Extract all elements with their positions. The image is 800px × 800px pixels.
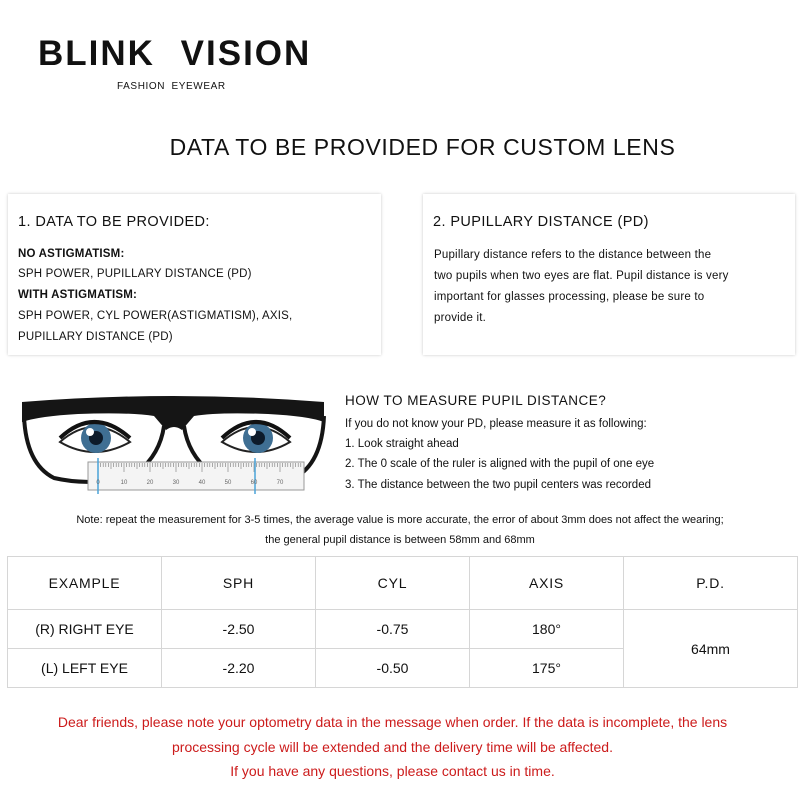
- axis-cell: 180°: [470, 610, 624, 649]
- brand-tagline: FASHION EYEWEAR: [117, 81, 226, 92]
- with-astigmatism-text-1: SPH POWER, CYL POWER(ASTIGMATISM), AXIS,: [18, 310, 293, 322]
- row-label: (R) RIGHT EYE: [8, 610, 162, 649]
- pd-description-line: two pupils when two eyes are flat. Pupil distance is very: [434, 270, 729, 282]
- pd-description-line: provide it.: [434, 312, 487, 324]
- order-notice-line-3: If you have any questions, please contact us in time.: [230, 763, 555, 779]
- left-eye-icon: [60, 422, 130, 453]
- row-label: (L) LEFT EYE: [8, 649, 162, 688]
- ruler-icon: [88, 458, 304, 494]
- column-header-pd: P.D.: [624, 557, 798, 610]
- measurement-note-line-2: the general pupil distance is between 58mm and 68mm: [265, 534, 535, 546]
- measurement-note-line-1: Note: repeat the measurement for 3-5 times, the average value is more accurate, the error of about 3mm does not affect the wearing;: [76, 514, 724, 526]
- column-header-cyl: CYL: [316, 557, 470, 610]
- glasses-ruler-illustration: [18, 392, 330, 500]
- glasses-frame-icon: [22, 396, 324, 430]
- table-row: [8, 610, 798, 649]
- ruler-label: 10: [120, 480, 128, 486]
- no-astigmatism-text: SPH POWER, PUPILLARY DISTANCE (PD): [18, 268, 252, 280]
- right-eye-icon: [222, 422, 290, 453]
- sph-cell: -2.50: [162, 610, 316, 649]
- pd-cell: 64mm: [624, 610, 798, 688]
- with-astigmatism-label: WITH ASTIGMATISM:: [18, 289, 138, 301]
- ruler-label: 30: [172, 480, 180, 486]
- order-notice-line-2: processing cycle will be extended and the delivery time will be affected.: [172, 739, 613, 755]
- pupillary-distance-card: [423, 194, 795, 355]
- column-header-sph: SPH: [162, 557, 316, 610]
- ruler-label: 20: [146, 480, 154, 486]
- pupillary-distance-heading: 2. PUPILLARY DISTANCE (PD): [433, 214, 649, 230]
- ruler-label: 50: [224, 480, 232, 486]
- cyl-cell: -0.75: [316, 610, 470, 649]
- measure-step: 3. The distance between the two pupil centers was recorded: [345, 479, 651, 491]
- page-title: DATA TO BE PROVIDED FOR CUSTOM LENS: [169, 134, 676, 160]
- ruler-label: 40: [198, 480, 206, 486]
- measure-intro: If you do not know your PD, please measure it as following:: [345, 418, 647, 430]
- pd-description-line: important for glasses processing, please be sure to: [434, 291, 705, 303]
- measure-step: 1. Look straight ahead: [345, 438, 459, 450]
- sph-cell: -2.20: [162, 649, 316, 688]
- axis-cell: 175°: [470, 649, 624, 688]
- data-provided-heading: 1. DATA TO BE PROVIDED:: [18, 214, 210, 230]
- table-header-row: [8, 557, 798, 610]
- no-astigmatism-label: NO ASTIGMATISM:: [18, 248, 125, 260]
- ruler-label: 60: [250, 480, 258, 486]
- cyl-cell: -0.50: [316, 649, 470, 688]
- measure-heading: HOW TO MEASURE PUPIL DISTANCE?: [345, 393, 607, 408]
- order-notice-line-1: Dear friends, please note your optometry data in the message when order. If the data is incomplete, the lens: [57, 714, 728, 730]
- column-header-axis: AXIS: [470, 557, 624, 610]
- data-provided-card: [8, 194, 381, 355]
- measure-step: 2. The 0 scale of the ruler is aligned with the pupil of one eye: [345, 458, 655, 470]
- column-header-example: EXAMPLE: [8, 557, 162, 610]
- ruler-label: 0: [96, 480, 100, 486]
- pd-description-line: Pupillary distance refers to the distance between the: [434, 249, 712, 261]
- example-prescription-table: [7, 556, 798, 688]
- ruler-label: 70: [276, 480, 284, 486]
- brand-name: BLINK VISION: [38, 34, 312, 73]
- with-astigmatism-text-2: PUPILLARY DISTANCE (PD): [18, 331, 173, 343]
